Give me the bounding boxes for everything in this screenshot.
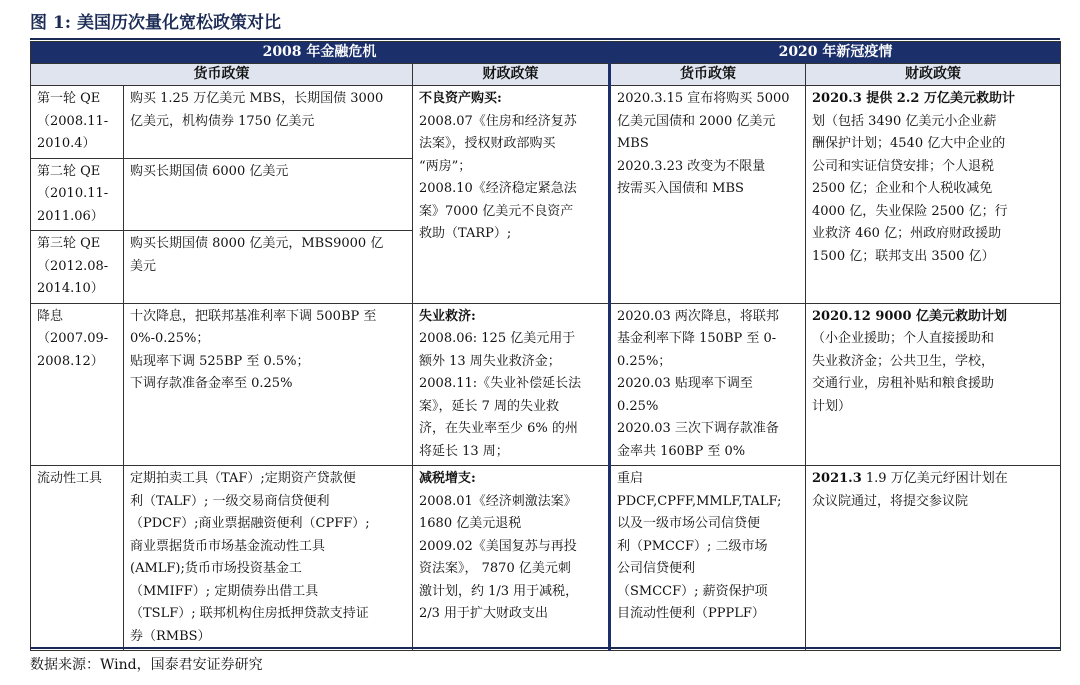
bottom-rule [30,647,1060,649]
row-label-qe2: 第二轮 QE （2010.11- 2011.06） [31,158,124,231]
cell-monetary-2020-facilities: 重启 PDCF,CPFF,MMLF,TALF; 以及一级市场公司信贷便 利（PMCCF）; 二级市场 公司信贷便利 （SMCCF）; 薪资保护项 目流动性便利（PPPLF） [610,466,806,651]
policy-comparison-table [30,41,1061,651]
data-source-note: 数据来源：Wind，国泰君安证券研究 [30,657,263,673]
cell-rate-cut: 十次降息，把联邦基准利率下调 500BP 至 0%-0.25%； 贴现率下调 525BP 至 0.5%； 下调存款准备金率至 0.25% [124,303,413,466]
fiscal-2008-unemployment-body: 2008.06: 125 亿美元用于 额外 13 周失业救济金； 2008.11:《失业补偿延长法 案》，延长 7 周的失业救 济，在失业率至少 6% 的州 将延长 13 周； [419,331,582,459]
header-fiscal-2008: 财政政策 [413,64,610,86]
cell-liquidity: 定期拍卖工具（TAF）;定期资产贷款便 利（TALF）; 一级交易商信贷便利 （PDCF）;商业票据融资便利（CPFF）; 商业票据货币市场基金流动性工具 (AMLF);货币市场投资基金工 （MMIFF）; 定期债券出借工具 （TSLF）; 联邦机构住房抵押贷款支持证 券（RMBS） [124,466,413,651]
header-2020-covid: 2020 年新冠疫情 [610,42,1061,64]
header-monetary-2020: 货币政策 [610,64,806,86]
fiscal-2008-tax-head: 减税增支: [419,471,476,486]
header-2008-crisis: 2008 年金融危机 [31,42,610,64]
row-label-qe3: 第三轮 QE （2012.08- 2014.10） [31,231,124,304]
cell-fiscal-2020-rescue [806,466,1061,651]
cell-fiscal-2008-unemployment [413,303,610,466]
fiscal-2020-rescue-head: 2021.3 [812,471,862,486]
cell-monetary-2020-rate-cut: 2020.03 两次降息，将联邦 基金利率下降 150BP 至 0- 0.25%； 2020.03 贴现率下调至 0.25% 2020.03 三次下调存款准备 金率共 160BP 至 0% [610,303,806,466]
fiscal-2008-asset-purchase-body: 2008.07《住房和经济复苏 法案》，授权财政部购买 “两房”； 2008.10《经济稳定紧急法 案》7000 亿美元不良资产 救助（TARP）; [419,113,577,241]
cell-fiscal-2008-tax [413,466,610,651]
row-label-liquidity: 流动性工具 [31,466,124,651]
fiscal-2008-unemployment-head: 失业救济: [419,308,476,324]
top-rule [30,38,1060,40]
fiscal-2008-tax-body: 2008.01《经济刺激法案》 1680 亿美元退税 2009.02《美国复苏与再投 资法案》， 7870 亿美元刺 激计划，约 1/3 用于减税， 2/3 用于扩大财政支出 [419,493,579,621]
cell-monetary-2020-purchase: 2020.3.15 宣布将购买 5000 亿美元国债和 2000 亿美元 MBS 2020.3.23 改变为不限量 按需买入国债和 MBS [610,86,806,304]
fiscal-2020-rescue-body: 1.9 万亿美元纾困计划在 众议院通过，将提交参议院 [812,471,1008,509]
cell-fiscal-2008-asset-purchase [413,86,610,304]
header-fiscal-2020: 财政政策 [806,64,1061,86]
fiscal-2020-relief-body: 划（包括 3490 亿美元小企业薪 酬保护计划；4540 亿大中企业的 公司和实证信贷安排；个人退税 2500 亿；企业和个人税收减免 4000 亿，失业保险 2500 亿；行 业救济 460 亿；州政府财政援助 1500 亿；联邦支出 3500 亿） [812,113,1008,264]
fiscal-2020-plan-head: 2020.12 9000 亿美元救助计划 [812,308,1008,324]
cell-fiscal-2020-plan [806,303,1061,466]
cell-fiscal-2020-relief [806,86,1061,304]
cell-qe1: 购买 1.25 万亿美元 MBS，长期国债 3000 亿美元，机构债券 1750 亿美元 [124,86,413,159]
header-monetary-2008: 货币政策 [31,64,413,86]
fiscal-2020-plan-body: （小企业援助；个人直接援助和 失业救济金；公共卫生，学校， 交通行业，房租补贴和粮食援助 计划） [812,331,995,414]
figure-title: 图 1: 美国历次量化宽松政策对比 [30,13,281,33]
row-label-qe1: 第一轮 QE （2008.11- 2010.4） [31,86,124,159]
cell-qe2: 购买长期国债 6000 亿美元 [124,158,413,231]
cell-qe3: 购买长期国债 8000 亿美元，MBS9000 亿 美元 [124,231,413,304]
fiscal-2008-asset-purchase-head: 不良资产购买: [419,91,502,106]
row-label-rate-cut: 降息 （2007.09- 2008.12） [31,303,124,466]
fiscal-2020-relief-head: 2020.3 提供 2.2 万亿美元救助计 [812,91,1015,106]
